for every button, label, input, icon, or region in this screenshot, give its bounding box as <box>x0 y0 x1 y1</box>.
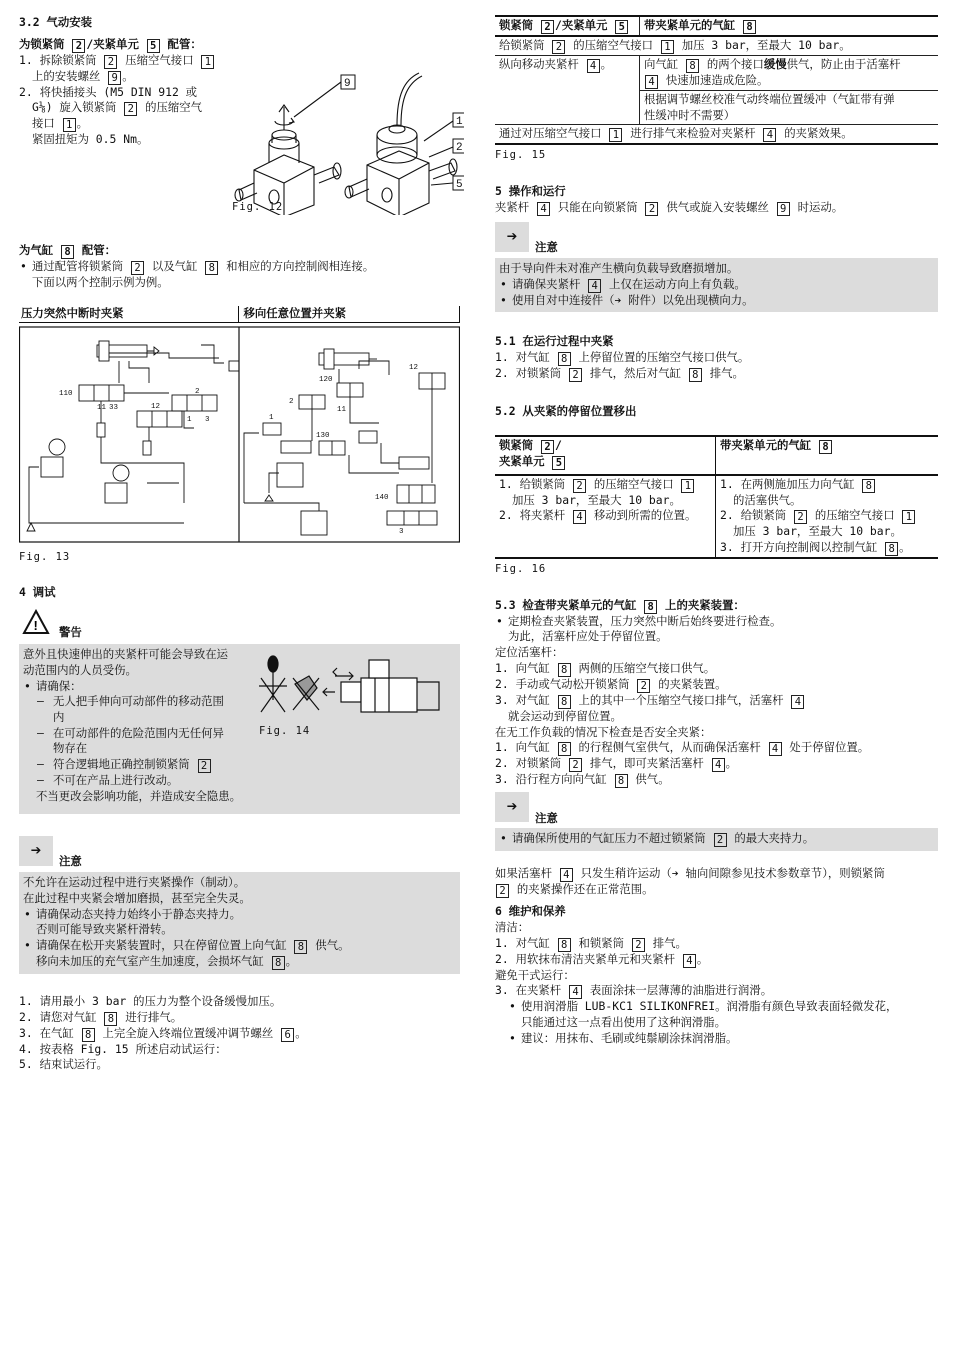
section-title: 6 维护和保养 <box>495 904 566 919</box>
warning-label: 警告 <box>59 625 82 640</box>
fig15-row-3: 根据调节螺丝校准气动终端位置缓冲（气缸带有弹 性缓冲时不需要） <box>640 91 939 125</box>
arrow-right-icon: ➔ <box>19 836 53 866</box>
section-title: 3.2 气动安装 <box>19 15 92 29</box>
port-label: 2 <box>289 397 294 406</box>
port-label: 11 <box>97 403 107 412</box>
port-label: 11 <box>337 405 347 414</box>
port-label: 120 <box>319 375 333 384</box>
section-title: 5 操作和运行 <box>495 184 566 199</box>
fig13-table <box>19 306 460 565</box>
fig14-caption: Fig. 14 <box>259 725 311 738</box>
fig16-cell-2: 1. 在两侧施加压力向气缸 8 的活塞供气。 2. 给锁紧筒 2 的压缩空气接口 1 加压 3 bar，至最大 10 bar。 3. 打开方向控制阀以控制气缸 8 。 <box>716 475 939 557</box>
section-title: 5.2 从夹紧的停留位置移出 <box>495 403 637 418</box>
callout-2: 2 <box>456 142 463 154</box>
arrow-right-icon: ➔ <box>495 222 529 252</box>
section-3-2 <box>19 15 463 243</box>
callout-5: 5 <box>456 179 463 191</box>
section-title: 4 调试 <box>19 585 56 600</box>
fig12-drawing <box>229 55 464 215</box>
note-label: 注意 <box>59 854 82 869</box>
note-label: 注意 <box>535 810 558 825</box>
fig12-caption: Fig. 12 <box>232 201 284 213</box>
warning-header <box>19 607 460 640</box>
section-5-3: 5.3 检查带夹紧单元的气缸 8 上的夹紧装置： • 定期检查夹紧装置，压力突然中断后始终要进行检查。 为此，活塞杆应处于停留位置。 定位活塞杆： 1. 向气缸 8 两侧的压缩空气接口供气。 2. 手动或气动松开锁紧筒 2 的夹紧装置。 3. 对气缸 8 上的其中一个压缩空气接口排气，活塞杆 4 就会运动到停留位置。 在无工作负载的情况下检查是否安全夹紧： 1. 向气缸 8 的行程侧气室供气，从而确保活塞杆 4 处于停留位置。 2. 对锁紧筒 2 排气，即可夹紧活塞杆 4 。 3. 沿行程方向向气缸 8 供气。 ➔ 注意 • 请确保所使用的气缸压力不超过锁紧筒 2 的最大夹持力。 如果活塞杆 4 只发生稍许运动（➔ 轴向间隙参见技术参数章节），则锁紧筒 2 的夹紧操作还在正常范围。 <box>495 598 938 899</box>
fig13-col2-title: 移向任意位置并夹紧 <box>239 306 460 322</box>
fig15-header-1: 锁紧筒 2 /夹紧单元 5 <box>495 17 640 36</box>
fig15-row-4: 通过对压缩空气接口 1 进行排气来检验对夹紧杆 4 的夹紧效果。 <box>495 125 938 144</box>
fig16-table <box>495 435 938 559</box>
section-5-2 <box>495 404 938 578</box>
port-label: 12 <box>409 363 419 372</box>
step-list: 1. 拆除锁紧筒 2 压缩空气接口 1 上的安装螺丝 9 。 2. 将快插接头 (M5 DIN 912 或 G⅛) 旋入锁紧筒 2 的压缩空气 接口 1 。 紧固扭矩为 0.5 Nm。 <box>19 53 229 148</box>
subheading-cylinder-piping: 为气缸 8 配管： <box>19 243 117 258</box>
subheading-lock-piping: 为锁紧筒 2 /夹紧单元 5 配管： <box>19 36 202 52</box>
port-label: 2 <box>195 387 200 396</box>
fig13-circuit-diagrams <box>19 323 460 545</box>
port-label: 3 <box>205 415 210 424</box>
fig14-hazard-drawing <box>257 648 457 728</box>
note-label: 注意 <box>535 240 558 255</box>
warning-triangle-icon <box>19 607 53 637</box>
fig16-header-2: 带夹紧单元的气缸 8 <box>716 437 939 475</box>
note-header <box>495 792 938 825</box>
step-1: 1. 拆除锁紧筒 2 压缩空气接口 1 <box>19 53 229 69</box>
note-box: 由于导向件未对准产生横向负载导致磨损增加。 • 请确保夹紧杆 4 上仅在运动方向上有负载。 • 使用自对中连接件（➔ 附件）以免出现横向力。 <box>495 258 938 312</box>
arrow-right-icon: ➔ <box>495 792 529 822</box>
section-6: 6 维护和保养 清洁： 1. 对气缸 8 和锁紧筒 2 排气。 2. 用软抹布清洁夹紧单元和夹紧杆 4 。 避免干式运行： 3. 在夹紧杆 4 表面涂抹一层薄薄的油脂进行润滑。 • 使用润滑脂 LUB-KC1 SILIKONFREI。润滑脂有颜色导致表面轻微发花， 只能通过这一点看出使用了这种润滑脂。 • 建议：用抹布、毛刷或纯鬃刷涂抹润滑脂。 <box>495 904 938 1046</box>
fig16-caption: Fig. 16 <box>495 563 547 576</box>
fig15-row-2-left: 纵向移动夹紧杆 4 。 <box>495 56 640 125</box>
section-4 <box>19 585 460 814</box>
section-title: 5.3 检查带夹紧单元的气缸 8 上的夹紧装置： <box>495 597 745 613</box>
fig15-row-1: 给锁紧筒 2 的压缩空气接口 1 加压 3 bar，至最大 10 bar。 <box>495 36 938 56</box>
right-column <box>495 15 938 1046</box>
commissioning-steps: 1. 请用最小 3 bar 的压力为整个设备缓慢加压。 2. 请您对气缸 8 进行排气。 3. 在气缸 8 上完全旋入终端位置缓冲调节螺丝 6 。 4. 按表格 Fig. 15 所述启动试运行： 5. 结束试运行。 <box>19 993 307 1072</box>
port-label: 33 <box>109 403 119 412</box>
svg-text:!: ! <box>33 618 38 634</box>
port-label: 1 <box>269 413 274 422</box>
note-box: • 请确保所使用的气缸压力不超过锁紧筒 2 的最大夹持力。 <box>495 828 938 851</box>
fig15-caption: Fig. 15 <box>495 149 547 162</box>
fig15-header-2: 带夹紧单元的气缸 8 <box>640 17 939 36</box>
port-label: 3 <box>399 527 404 536</box>
fig16-cell-1: 1. 给锁紧筒 2 的压缩空气接口 1 加压 3 bar，至最大 10 bar。 2. 将夹紧杆 4 移动到所需的位置。 <box>495 475 716 557</box>
port-label: 1 <box>187 415 192 424</box>
note-block-1 <box>19 836 460 974</box>
section-title: 5.1 在运行过程中夹紧 <box>495 334 614 349</box>
fig15-table <box>495 15 938 145</box>
fig13-col1-title: 压力突然中断时夹紧 <box>19 306 239 322</box>
section-cylinder-piping: 为气缸 8 配管： • 通过配管将锁紧筒 2 以及气缸 8 和相应的方向控制阀相连接。 下面以两个控制示例为例。 <box>19 243 460 306</box>
callout-1: 1 <box>456 116 463 128</box>
warning-box: 意外且快速伸出的夹紧杆可能会导致在运 动范围内的人员受伤。 • 请确保： – 无人把手伸向可动部件的移动范围 内 – 在可动部件的危险范围内无任何异 物存在 – 符合逻辑地正确控制锁紧筒 2 – 不可在产品上进行改动。 不当更改会影响功能，并造成安全隐患。 Fig. 14 <box>19 644 460 814</box>
note-header <box>19 836 460 869</box>
fig16-header-1: 锁紧筒 2 / 夹紧单元 5 <box>495 437 716 475</box>
note-header <box>495 222 938 255</box>
note-box: 不允许在运动过程中进行夹紧操作（制动）。 在此过程中夹紧会增加磨损，甚至完全失灵。 • 请确保动态夹持力始终小于静态夹持力。 否则可能导致夹紧杆滑转。 • 请确保在松开夹紧装置时，只在停留位置上向气缸 8 供气。 移向未加压的充气室产生加速度，会损坏气缸 8 。 <box>19 872 460 974</box>
left-column <box>19 15 463 1073</box>
callout-9: 9 <box>344 78 351 90</box>
port-label: 12 <box>151 402 161 411</box>
section-5-1: 5.1 在运行过程中夹紧 1. 对气缸 8 上停留位置的压缩空气接口供气。 2. 对锁紧筒 2 排气，然后对气缸 8 排气。 <box>495 334 938 382</box>
port-label: 140 <box>375 493 389 502</box>
fig15-row-2-right: 向气缸 8 的两个接口缓慢供气，防止由于活塞杆 4 快速加速造成危险。 <box>640 56 939 91</box>
fig13-caption: Fig. 13 <box>19 550 71 563</box>
port-label: 110 <box>59 389 73 398</box>
section-5: 5 操作和运行 夹紧杆 4 只能在向锁紧筒 2 供气或旋入安装螺丝 9 时运动。 ➔ 注意 由于导向件未对准产生横向负载导致磨损增加。 • 请确保夹紧杆 4 上仅在运动方向上有负载。 • 使用自对中连接件（➔ 附件）以免出现横向力。 <box>495 184 938 312</box>
step-2: 2. 将快插接头 (M5 DIN 912 或 <box>19 84 198 99</box>
port-label: 130 <box>316 431 330 440</box>
